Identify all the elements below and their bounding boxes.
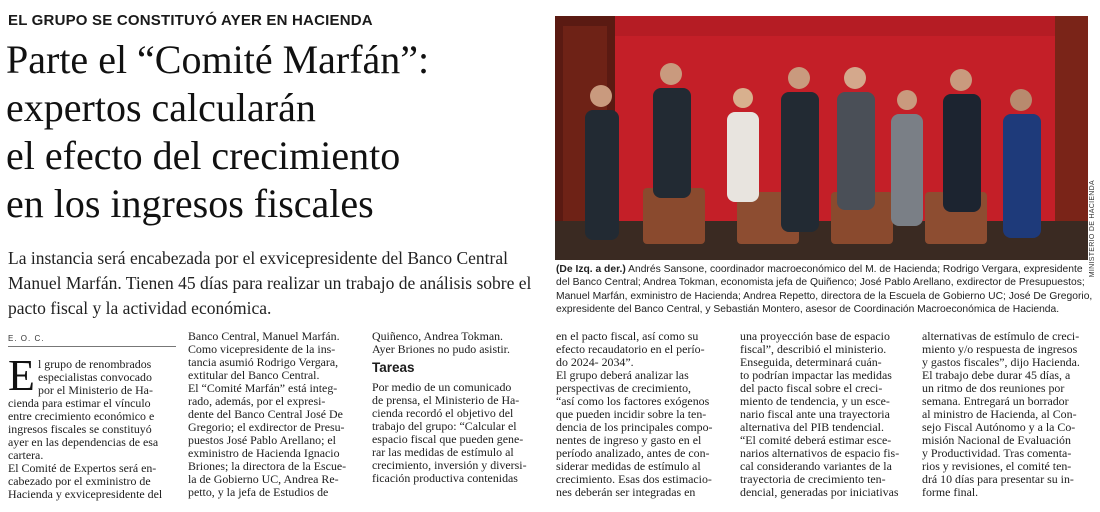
body-line: drá 10 días para presentar su in- [922,472,1074,486]
deck [8,246,538,321]
body-line: do 2024- 2034”. [556,355,634,369]
headline-line: expertos calcularán [6,85,316,130]
byline-rule [8,346,176,347]
body-line: dente del Banco Central José De [188,407,343,421]
body-line: en el pacto fiscal, así como su [556,329,699,343]
body-line: miento de tendencia, y un esce- [740,394,890,408]
body-line: cal considerando variantes de la [740,459,892,473]
body-line: cabezado por el exministro de [8,474,151,488]
body-line: rar las medidas de estímulo al [372,445,514,459]
body-line: rado, además, por el expresi- [188,394,326,408]
body-line: dencia de los principales compo- [556,420,713,434]
body-line: por el Ministerio de Ha- [38,383,153,397]
headline [6,36,546,228]
body-line: trabajo del grupo: “Calcular el [372,419,517,433]
drop-cap: E [8,351,35,400]
body-line: El “Comité Marfán” está integ- [188,381,338,395]
body-line: sejo Fiscal Autónomo y a la Co- [922,420,1076,434]
body-line: ingresos fiscales se constituyó [8,422,152,436]
body-line: dencial, generadas por iniciativas [740,485,899,499]
body-line: una proyección base de espacio [740,329,890,343]
body-column-3 [372,330,544,485]
caption-line: expresidente del Banco Central, y Sebastián Montero, asesor de Coordinación Macroeconómica de Hacienda. [556,303,1060,315]
body-line: Briones; la directora de la Escue- [188,459,347,473]
body-line: nario fiscal ante una trayectoria [740,407,890,421]
body-line: “El comité deberá estimar esce- [740,433,892,447]
body-column-2 [188,330,360,499]
body-line: Enseguida, determinará cuán- [740,355,882,369]
body-line: l grupo de renombrados [38,357,152,371]
caption-lead: (De Izq. a der.) [556,264,626,275]
body-line: cienda para estimar el vínculo [8,396,151,410]
body-line: espacio fiscal que pueden gene- [372,432,524,446]
body-line: cartera. [8,448,44,462]
body-line: El Comité de Expertos será en- [8,461,157,475]
body-line: perspectivas de crecimiento, [556,381,692,395]
body-line: Como vicepresidente de la ins- [188,342,336,356]
body-line: miento y/o respuesta de ingresos [922,342,1078,356]
caption-line: Andrés Sansone, coordinador macroeconómico del M. de Hacienda; Rodrigo Vergara, expresidente [625,264,1083,275]
body-line: al ministro de Hacienda, al Con- [922,407,1077,421]
body-column-1 [8,351,180,501]
body-line: forme final. [922,485,979,499]
body-line: la de Gobierno UC, Andrea Re- [188,472,339,486]
caption-line: del Banco Central; Andrea Tokman, economista jefa de Quiñenco; José Pablo Arellano, exdirector de Presupuestos; [556,277,1085,289]
body-line: un ritmo de dos reuniones por [922,381,1065,395]
body-column-6 [922,330,1094,499]
body-line: crecimiento. Esas dos estimacio- [556,472,712,486]
kicker: EL GRUPO SE CONSTITUYÓ AYER EN HACIENDA [8,12,373,29]
body-line: fiscal”, describió el ministerio. [740,342,887,356]
body-line: puestos José Pablo Arellano; el [188,433,336,447]
deck-line: Manuel Marfán. Tienen 45 días para realizar un trabajo de análisis sobre el [8,273,532,293]
body-line: Gregorio; el exdirector de Presu- [188,420,345,434]
body-line: especialistas convocado [38,370,152,384]
group-photo [555,16,1088,260]
photo-credit: MINISTERIO DE HACIENDA [1089,180,1096,278]
deck-line: La instancia será encabezada por el exvicepresidente del Banco Central [8,248,508,268]
body-line: extitular del Banco Central. [188,368,320,382]
body-line: cienda recordó el objetivo del [372,406,514,420]
section-subhead: Tareas [372,360,415,375]
body-line: misión Nacional de Evaluación [922,433,1071,447]
headline-line: el efecto del crecimiento [6,133,401,178]
body-line: “así como los factores exógenos [556,394,710,408]
photo-caption [556,263,1091,316]
body-line: El trabajo debe durar 45 días, a [922,368,1071,382]
body-line: ayer en las dependencias de esa [8,435,159,449]
body-column-5 [740,330,912,499]
body-line: que pueden incidir sobre la ten- [556,407,707,421]
body-line: semana. Entregará un borrador [922,394,1069,408]
body-line: Ayer Briones no pudo asistir. [372,342,510,356]
body-line: período analizado, antes de con- [556,446,710,460]
body-line: alternativas de estímulo de creci- [922,329,1080,343]
body-line: nes deberán ser integradas en [556,485,696,499]
caption-line: Manuel Marfán, exministro de Hacienda; Andrea Repetto, directora de la Escuela de Gobierno UC; José De Gregorio, [556,290,1093,302]
body-line: to podrían impactar las medidas [740,368,892,382]
body-column-4 [556,330,728,499]
body-line: ficación productiva contenidas [372,471,518,485]
body-line: exministro de Hacienda Ignacio [188,446,340,460]
group-photo-illustration [555,16,1088,260]
deck-line: pacto fiscal y la actividad económica. [8,298,272,318]
body-line: nentes de ingreso y gasto en el [556,433,702,447]
headline-line: en los ingresos fiscales [6,181,374,226]
body-line: entre crecimiento económico e [8,409,155,423]
body-line: petto, y la jefa de Estudios de [188,485,329,499]
body-line: del pacto fiscal sobre el creci- [740,381,883,395]
body-line: Por medio de un comunicado [372,380,512,394]
body-line: tancia asumió Rodrigo Vergara, [188,355,339,369]
headline-line: Parte el “Comité Marfán”: [6,37,430,82]
body-line: narios alternativos de espacio fis- [740,446,900,460]
body-line: alternativa del PIB tendencial. [740,420,884,434]
body-line: de prensa, el Ministerio de Ha- [372,393,520,407]
body-line: efecto recaudatorio en el perío- [556,342,705,356]
body-line: Banco Central, Manuel Marfán. [188,329,340,343]
body-line: y Productividad. Tras comenta- [922,446,1072,460]
body-line: y gastos fiscales”, dijo Hacienda. [922,355,1080,369]
body-line: trayectoria de crecimiento ten- [740,472,886,486]
body-line: El grupo deberá analizar las [556,368,689,382]
body-line: crecimiento, inversión y diversi- [372,458,527,472]
body-line: Hacienda y exvicepresidente del [8,487,163,501]
body-line: rios y revisiones, el comité ten- [922,459,1072,473]
body-line: Quiñenco, Andrea Tokman. [372,329,504,343]
byline: E. O. C. [8,334,45,343]
body-line: siderar medidas de estímulo al [556,459,701,473]
